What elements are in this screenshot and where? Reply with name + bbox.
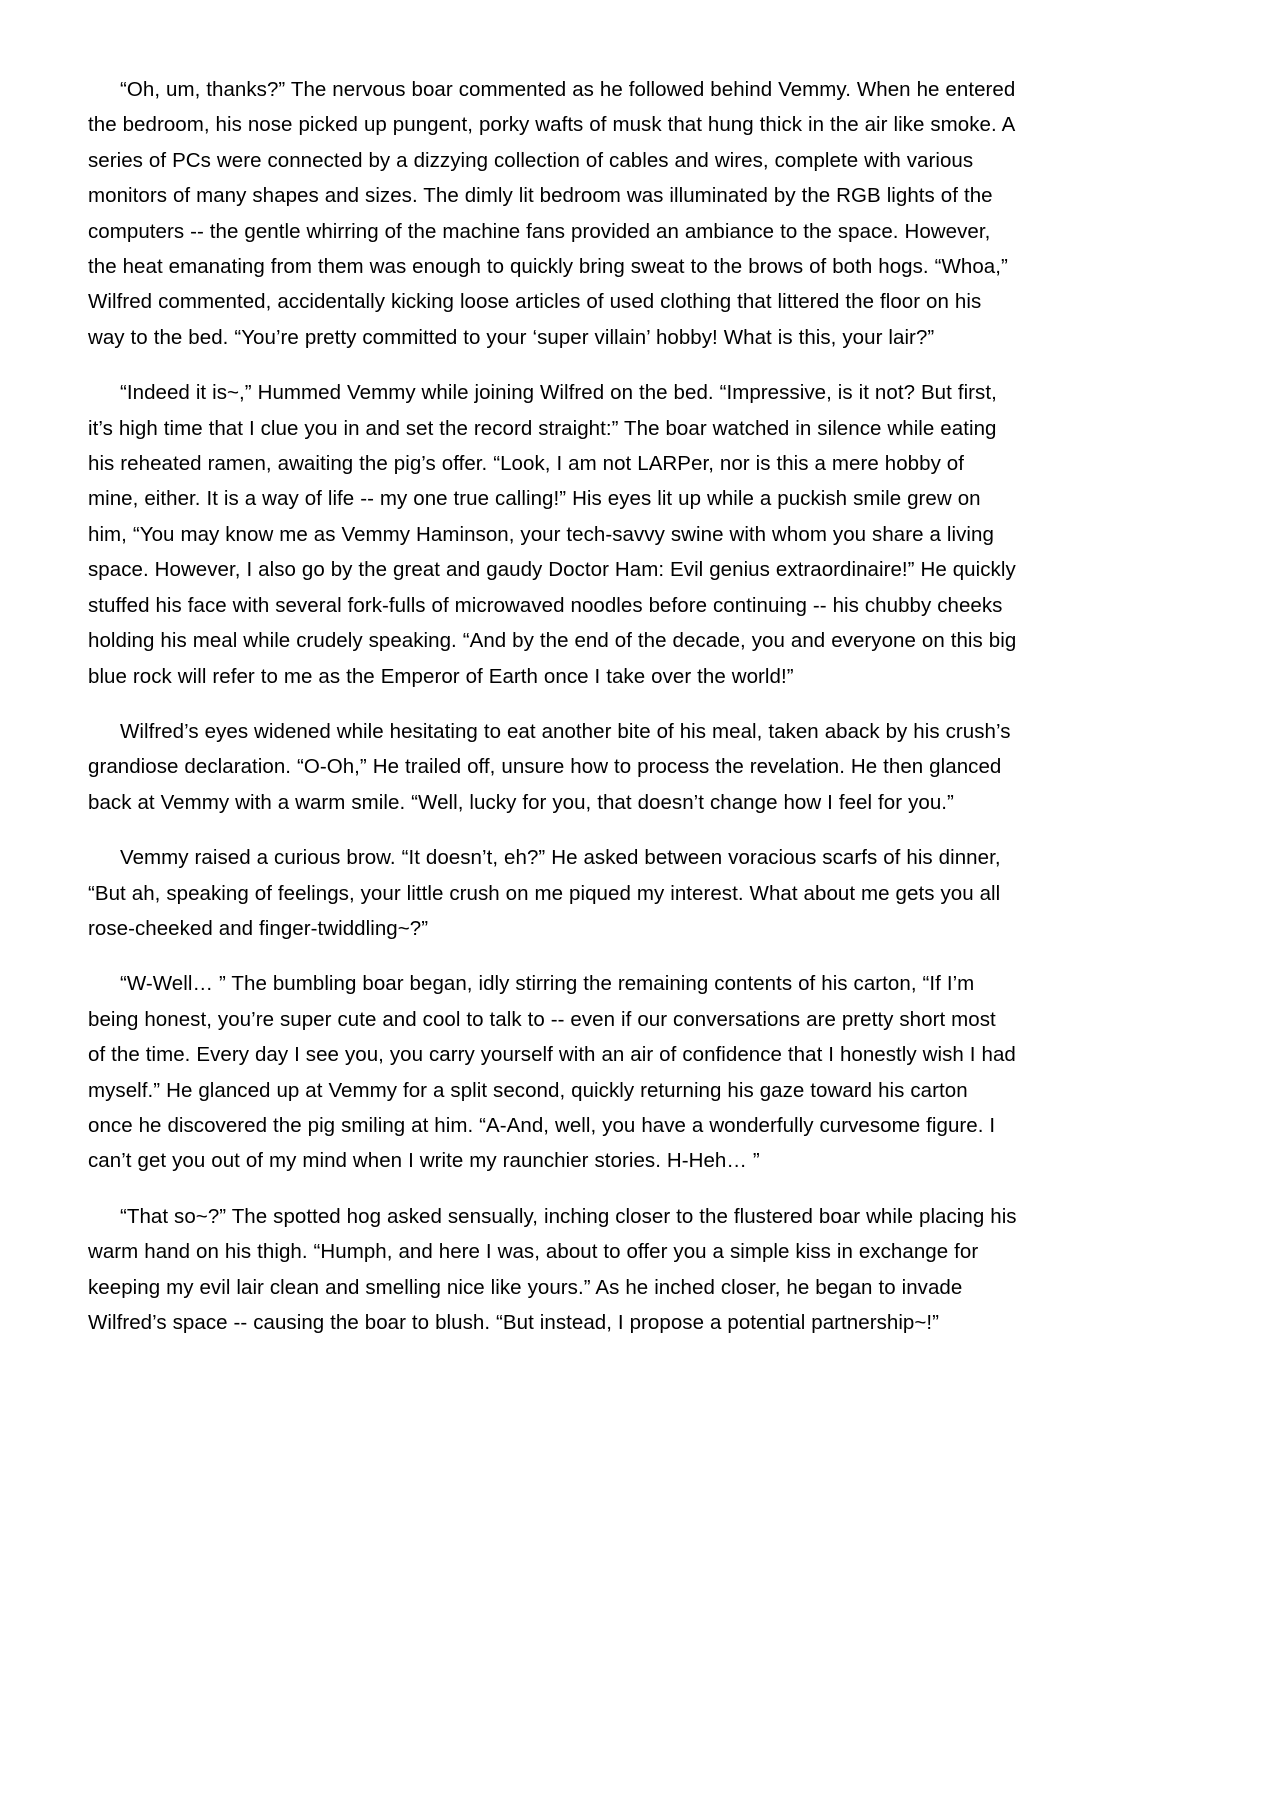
paragraph: Vemmy raised a curious brow. “It doesn’t, eh?” He asked between voracious scarfs of his dinner, “But ah, speaking of feelings, your little crush on me piqued my interest. What about me gets you all rose-cheeked and finger-twiddling~?” — [88, 846, 1001, 940]
paragraph: “W-Well… ” The bumbling boar began, idly stirring the remaining contents of his carton, “If I’m being honest, you’re super cute and cool to talk to -- even if our conversations are pretty short most of the time. Every day I see you, you carry yourself with an air of confidence that I honestly wish I had myself.” He glanced up at Vemmy for a split second, quickly returning his gaze toward his carton once he discovered the pig smiling at him. “A-And, well, you have a wonderfully curvesome figure. I can’t get you out of my mind when I write my raunchier stories. H-Heh… ” — [88, 972, 1016, 1173]
paragraph: “Indeed it is~,” Hummed Vemmy while joining Wilfred on the bed. “Impressive, is it not? But first, it’s high time that I clue you in and set the record straight:” The boar watched in silence while eating his reheated ramen, awaiting the pig’s offer. “Look, I am not LARPer, nor is this a mere hobby of mine, either. It is a way of life -- my one true calling!” His eyes lit up while a puckish smile grew on him, “You may know me as Vemmy Haminson, your tech-savvy swine with whom you share a living space. However, I also go by the great and gaudy Doctor Ham: Evil genius extraordinaire!” He quickly stuffed his face with several fork-fulls of microwaved noodles before continuing -- his chubby cheeks holding his meal while crudely speaking. “And by the end of the decade, you and everyone on this big blue rock will refer to me as the Emperor of Earth once I take over the world!” — [88, 381, 1017, 688]
paragraph: “That so~?” The spotted hog asked sensually, inching closer to the flustered boar while placing his warm hand on his thigh. “Humph, and here I was, about to offer you a simple kiss in exchange for keeping my evil lair clean and smelling nice like yours.” As he inched closer, he began to invade Wilfred’s space -- causing the boar to blush. “But instead, I propose a potential partnership~!” — [88, 1204, 1017, 1334]
paragraph: “Oh, um, thanks?” The nervous boar commented as he followed behind Vemmy. When he entered the bedroom, his nose picked up pungent, porky wafts of musk that hung thick in the air like smoke. A series of PCs were connected by a dizzying collection of cables and wires, complete with various monitors of many shapes and sizes. The dimly lit bedroom was illuminated by the RGB lights of the computers -- the gentle whirring of the machine fans provided an ambiance to the space. However, the heat emanating from them was enough to quickly bring sweat to the brows of both hogs. “Whoa,” Wilfred commented, accidentally kicking loose articles of used clothing that littered the floor on his way to the bed. “You’re pretty committed to your ‘super villain’ hobby! What is this, your lair?” — [88, 78, 1016, 349]
paragraph: Wilfred’s eyes widened while hesitating to eat another bite of his meal, taken aback by his crush’s grandiose declaration. “O-Oh,” He trailed off, unsure how to process the revelation. He then glanced back at Vemmy with a warm smile. “Well, lucky for you, that doesn’t change how I feel for you.” — [88, 719, 1011, 814]
document-body — [88, 72, 1018, 1340]
